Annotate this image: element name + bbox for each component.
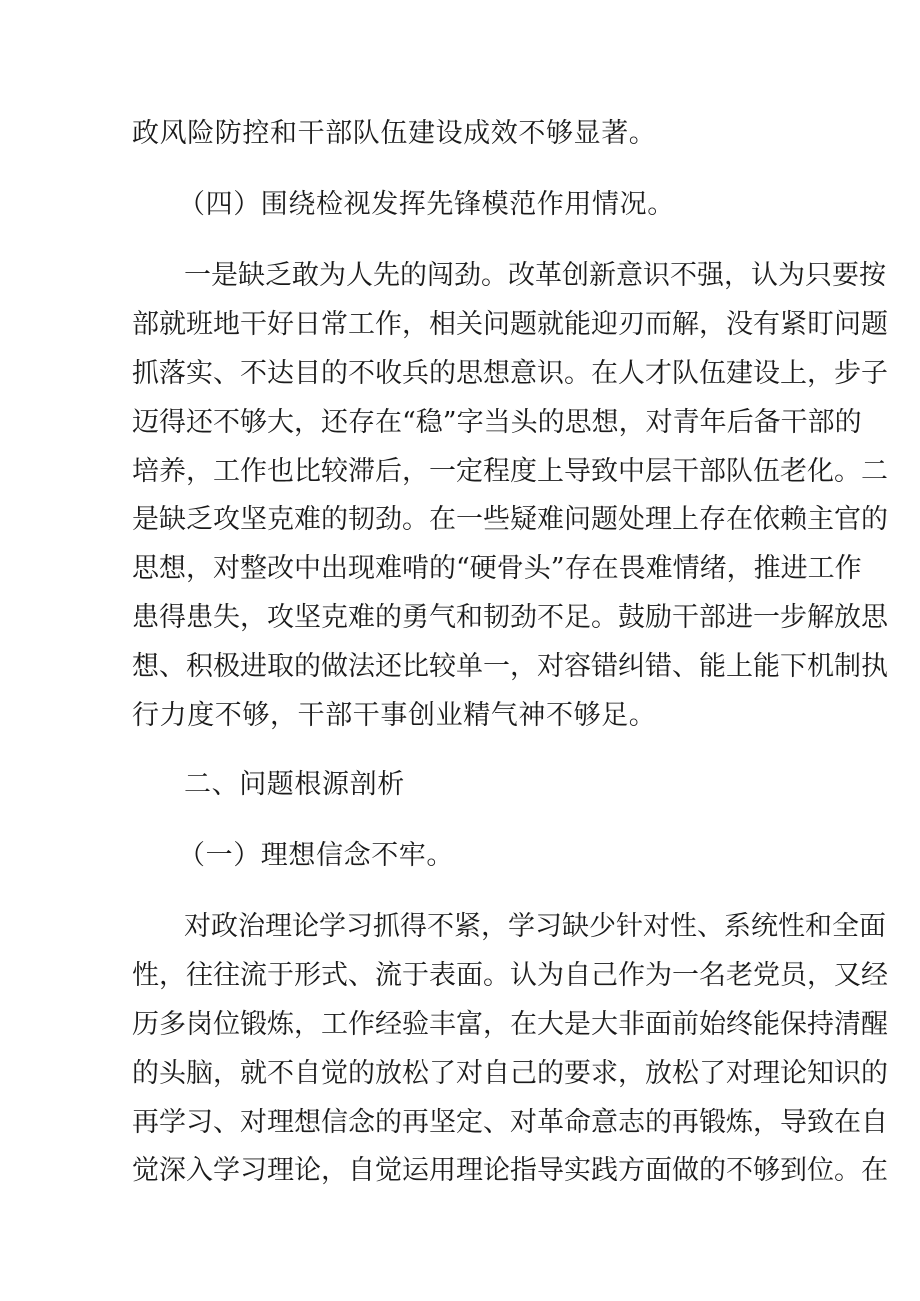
paragraph-line: 历多岗位锻炼，工作经验丰富，在大是大非面前始终能保持清醒 (132, 1009, 888, 1040)
paragraph-line: 的头脑，就不自觉的放松了对自己的要求，放松了对理论知识的 (132, 1058, 888, 1089)
paragraph-line: 对政治理论学习抓得不紧，学习缺少针对性、系统性和全面 (184, 911, 886, 942)
paragraph-line: 培养，工作也比较滞后，一定程度上导致中层干部队伍老化。二 (132, 456, 888, 487)
paragraph-line: 抓落实、不达目的不收兵的思想意识。在人才队伍建设上，步子 (132, 358, 888, 389)
paragraph-line: 觉深入学习理论，自觉运用理论指导实践方面做的不够到位。在 (132, 1155, 888, 1186)
paragraph-line: 一是缺乏敢为人先的闯劲。改革创新意识不强，认为只要按 (184, 260, 886, 291)
paragraph-line: 再学习、对理想信念的再坚定、对革命意志的再锻炼，导致在自 (132, 1107, 888, 1138)
paragraph-line: 政风险防控和干部队伍建设成效不够显著。 (132, 118, 657, 149)
paragraph-line: 性，往往流于形式、流于表面。认为自己作为一名老党员，又经 (132, 960, 888, 991)
paragraph-line: 患得患失，攻坚克难的勇气和韧劲不足。鼓励干部进一步解放思 (132, 602, 888, 633)
paragraph-line: 是缺乏攻坚克难的韧劲。在一些疑难问题处理上存在依赖主官的 (132, 504, 888, 535)
section-heading: （四）围绕检视发挥先锋模范作用情况。 (178, 189, 675, 220)
paragraph-line: 部就班地干好日常工作，相关问题就能迎刃而解，没有紧盯问题 (132, 309, 888, 340)
subsection-heading: （一）理想信念不牢。 (178, 840, 454, 871)
paragraph-line: 思想，对整改中出现难啃的“硬骨头”存在畏难情绪，推进工作 (132, 553, 862, 584)
paragraph-line: 想、积极进取的做法还比较单一，对容错纠错、能上能下机制执 (132, 651, 888, 682)
paragraph-line: 迈得还不够大，还存在“稳”字当头的思想，对青年后备干部的 (132, 407, 862, 438)
section-heading: 二、问题根源剖析 (184, 769, 405, 800)
paragraph-line: 行力度不够，干部干事创业精气神不够足。 (132, 700, 657, 731)
